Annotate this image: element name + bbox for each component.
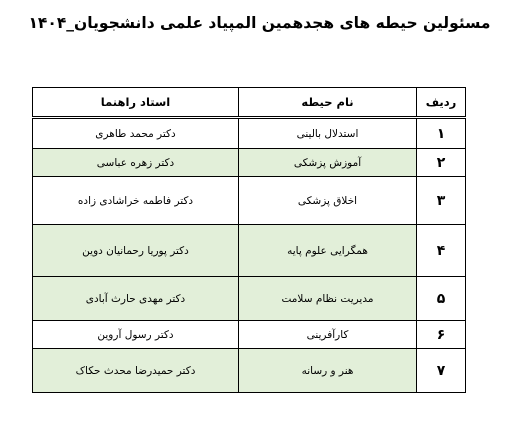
table-row [33,177,466,225]
supervisor-cell: دکتر پوریا رحمانیان دوین [33,225,239,277]
row-number-cell: ۵ [417,277,466,321]
table-row [33,277,466,321]
row-number-cell: ۷ [417,349,466,393]
table-row [33,349,466,393]
table-header-row [33,88,466,118]
header-supervisor: استاد راهنما [33,88,239,118]
area-name-cell: استدلال بالینی [239,118,417,149]
row-number-cell: ۱ [417,118,466,149]
supervisor-cell: دکتر فاطمه خراشادی زاده [33,177,239,225]
supervisor-cell: دکتر محمد طاهری [33,118,239,149]
supervisor-cell: دکتر زهره عباسی [33,149,239,177]
area-name-cell: آموزش پزشکی [239,149,417,177]
area-name-cell: اخلاق پزشکی [239,177,417,225]
page-title: مسئولین حیطه های هجدهمین المپیاد علمی دانشجویان_۱۴۰۴ [28,14,491,32]
area-name-cell: کارآفرینی [239,321,417,349]
row-number-cell: ۳ [417,177,466,225]
header-row-number: ردیف [417,88,466,118]
table-row [33,321,466,349]
row-number-cell: ۲ [417,149,466,177]
supervisor-cell: دکتر حمیدرضا محدث حکاک [33,349,239,393]
supervisor-cell: دکتر رسول آروین [33,321,239,349]
responsibles-table [32,87,466,393]
area-name-cell: همگرایی علوم پایه [239,225,417,277]
area-name-cell: هنر و رسانه [239,349,417,393]
table-row [33,118,466,149]
area-name-cell: مدیریت نظام سلامت [239,277,417,321]
supervisor-cell: دکتر مهدی حارث آبادی [33,277,239,321]
table-row [33,149,466,177]
table-row [33,225,466,277]
row-number-cell: ۴ [417,225,466,277]
row-number-cell: ۶ [417,321,466,349]
header-area-name: نام حیطه [239,88,417,118]
